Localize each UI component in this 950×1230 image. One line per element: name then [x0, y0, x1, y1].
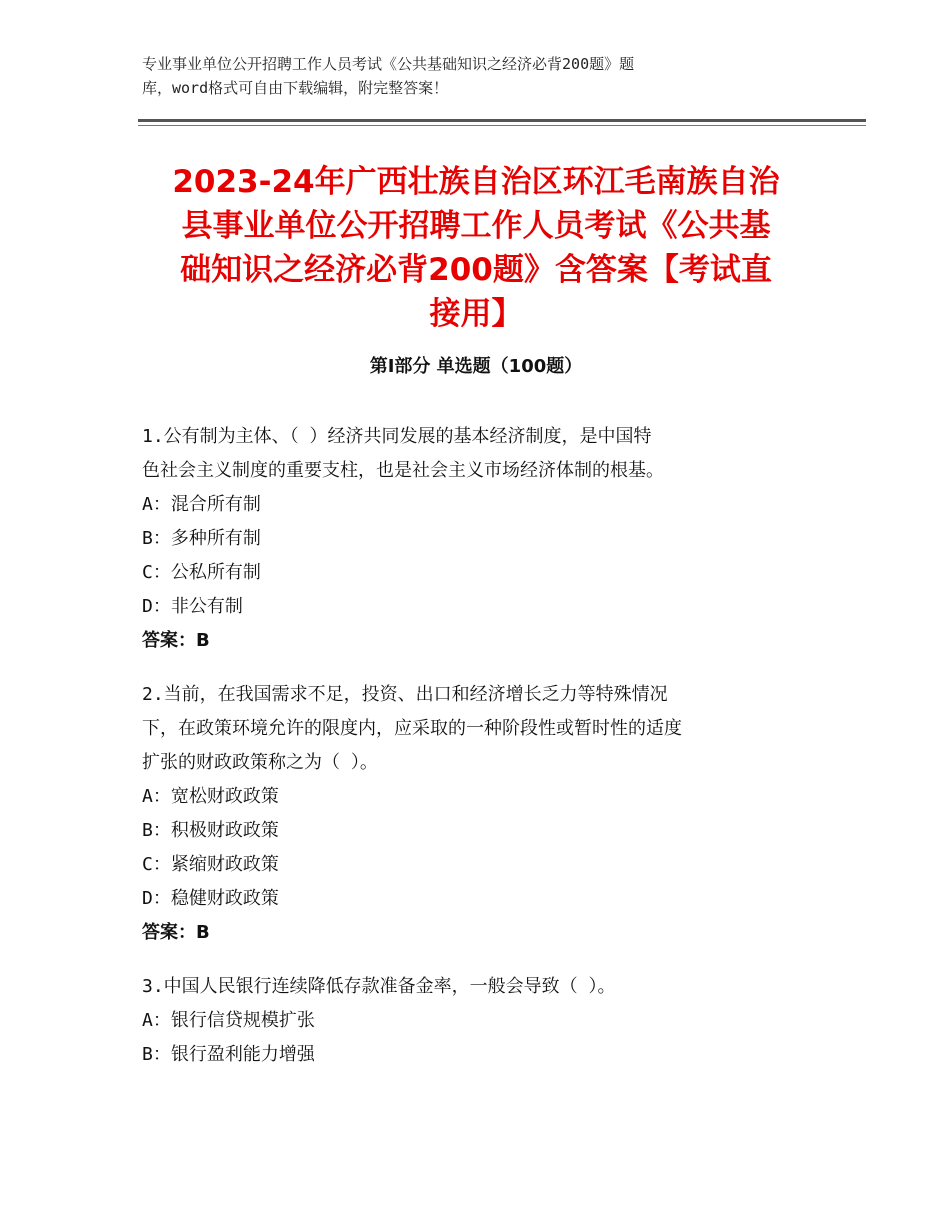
option-a: A：混合所有制 — [142, 494, 261, 515]
title-line: 县事业单位公开招聘工作人员考试《公共基 — [181, 208, 771, 244]
option-b: B：多种所有制 — [142, 528, 261, 549]
question-stem: 3.中国人民银行连续降低存款准备金率，一般会导致（ ）。 — [142, 976, 616, 997]
question-stem: 1.公有制为主体、（ ）经济共同发展的基本经济制度，是中国特 — [142, 426, 652, 447]
question-2 — [142, 678, 802, 950]
option-b: B：银行盈利能力增强 — [142, 1044, 315, 1065]
header-divider-thick — [138, 119, 866, 122]
question-3 — [142, 970, 802, 1072]
option-d: D：非公有制 — [142, 596, 243, 617]
option-a: A：宽松财政政策 — [142, 786, 279, 807]
header-note-line: 库，word格式可自由下载编辑，附完整答案！ — [142, 79, 449, 97]
option-d: D：稳健财政政策 — [142, 888, 279, 909]
answer: 答案：B — [142, 630, 210, 651]
question-stem: 色社会主义制度的重要支柱，也是社会主义市场经济体制的根基。 — [142, 460, 664, 481]
title-line: 2023-24年广西壮族自治区环江毛南族自治 — [172, 164, 780, 200]
part-heading: 第Ⅰ部分 单选题（100题） — [369, 356, 583, 377]
option-c: C：紧缩财政政策 — [142, 854, 279, 875]
answer: 答案：B — [142, 922, 210, 943]
title-line: 接用】 — [429, 296, 523, 332]
option-a: A：银行信贷规模扩张 — [142, 1010, 315, 1031]
question-stem: 扩张的财政政策称之为（ ）。 — [142, 752, 378, 773]
document-title — [140, 160, 812, 336]
question-stem: 下，在政策环境允许的限度内，应采取的一种阶段性或暂时性的适度 — [142, 718, 682, 739]
title-line: 础知识之经济必背200题》含答案【考试直 — [180, 252, 772, 288]
header-note — [142, 52, 772, 100]
question-list — [142, 420, 802, 1092]
header-divider-thin — [138, 125, 866, 126]
header-note-line: 专业事业单位公开招聘工作人员考试《公共基础知识之经济必背200题》题 — [142, 55, 635, 73]
question-stem: 2.当前，在我国需求不足，投资、出口和经济增长乏力等特殊情况 — [142, 684, 668, 705]
option-b: B：积极财政政策 — [142, 820, 279, 841]
option-c: C：公私所有制 — [142, 562, 261, 583]
question-1 — [142, 420, 802, 658]
